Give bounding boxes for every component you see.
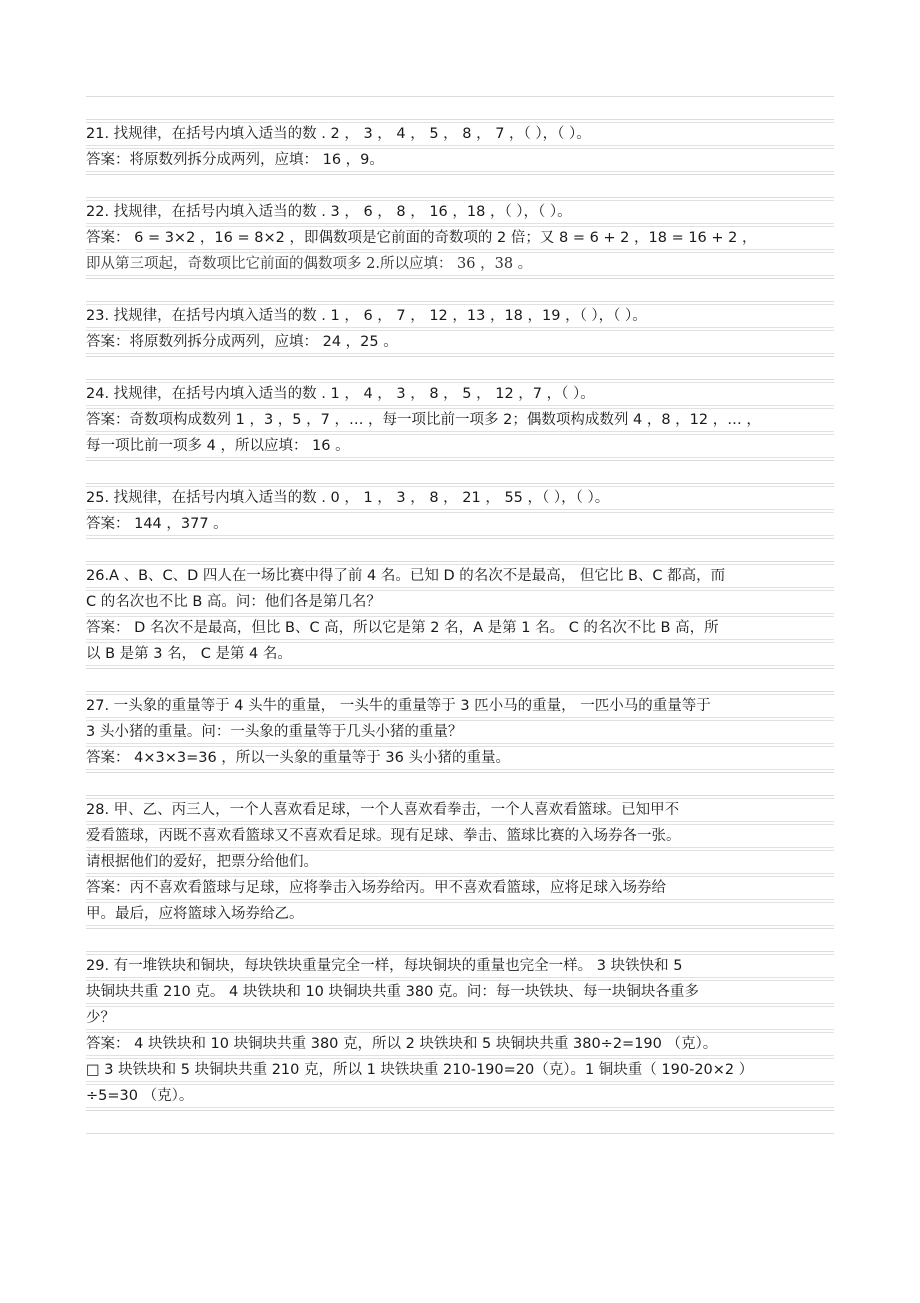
question-line: 22. 找规律，在括号内填入适当的数 . 3 ， 6 ， 8 ， 16 ，18 ，（ ），（ ）。 bbox=[86, 200, 834, 224]
blank-row bbox=[86, 96, 834, 120]
problem-block bbox=[86, 382, 834, 458]
problem-block bbox=[86, 200, 834, 276]
blank-row bbox=[86, 668, 834, 692]
answer-line: 答案：将原数列拆分成两列，应填： 16 ，9。 bbox=[86, 148, 834, 172]
problem-block bbox=[86, 122, 834, 172]
question-line: 28. 甲、乙、丙三人，一个人喜欢看足球，一个人喜欢看拳击，一个人喜欢看篮球。已知甲不 bbox=[86, 798, 834, 822]
blank-row bbox=[86, 538, 834, 562]
answer-line: 每一项比前一项多 4 ，所以应填： 16 。 bbox=[86, 434, 834, 458]
answer-line: 甲。最后，应将篮球入场券给乙。 bbox=[86, 902, 834, 926]
answer-line: 答案： 144 ，377 。 bbox=[86, 512, 834, 536]
answer-line: 答案： 6 = 3×2 ，16 = 8×2 ，即偶数项是它前面的奇数项的 2 倍；又 8 = 6 + 2 ，18 = 16 + 2 ， bbox=[86, 226, 834, 250]
answer-line: 答案：奇数项构成数列 1 ，3 ，5 ，7 ，… ，每一项比前一项多 2；偶数项构成数列 4 ，8 ，12 ，… ， bbox=[86, 408, 834, 432]
answer-line: □ 3 块铁块和 5 块铜块共重 210 克，所以 1 块铁块重 210-190=20（克）。1 铜块重（ 190-20×2 ） bbox=[86, 1058, 834, 1082]
question-line: C 的名次也不比 B 高。问：他们各是第几名？ bbox=[86, 590, 834, 614]
blank-row bbox=[86, 1110, 834, 1134]
blank-row bbox=[86, 928, 834, 952]
question-line: 3 头小猪的重量。问：一头象的重量等于几头小猪的重量？ bbox=[86, 720, 834, 744]
blank-row bbox=[86, 174, 834, 198]
question-line: 块铜块共重 210 克。 4 块铁块和 10 块铜块共重 380 克。问：每一块铁块、每一块铜块各重多 bbox=[86, 980, 834, 1004]
answer-line: 即从第三项起，奇数项比它前面的偶数项多 2.所以应填： 36 ，38 。 bbox=[86, 252, 834, 276]
question-line: 21. 找规律，在括号内填入适当的数 . 2 ， 3 ， 4 ， 5 ， 8 ， 7 ，（ ），（ ）。 bbox=[86, 122, 834, 146]
blank-row bbox=[86, 772, 834, 796]
problem-block bbox=[86, 798, 834, 926]
question-line: 26.A 、B、C、D 四人在一场比赛中得了前 4 名。已知 D 的名次不是最高， 但它比 B、C 都高，而 bbox=[86, 564, 834, 588]
answer-line: 答案： D 名次不是最高，但比 B、C 高，所以它是第 2 名，A 是第 1 名。 C 的名次不比 B 高，所 bbox=[86, 616, 834, 640]
problem-block bbox=[86, 486, 834, 536]
question-line: 27. 一头象的重量等于 4 头牛的重量， 一头牛的重量等于 3 匹小马的重量， 一匹小马的重量等于 bbox=[86, 694, 834, 718]
document-body bbox=[86, 96, 834, 1136]
answer-line: 答案： 4×3×3=36 ，所以一头象的重量等于 36 头小猪的重量。 bbox=[86, 746, 834, 770]
question-line: 25. 找规律，在括号内填入适当的数 . 0 ， 1 ， 3 ， 8 ， 21 ， 55 ，（ ），（ ）。 bbox=[86, 486, 834, 510]
answer-line: ÷5=30 （克）。 bbox=[86, 1084, 834, 1108]
answer-line: 以 B 是第 3 名， C 是第 4 名。 bbox=[86, 642, 834, 666]
question-line: 少？ bbox=[86, 1006, 834, 1030]
problem-block bbox=[86, 694, 834, 770]
blank-row bbox=[86, 460, 834, 484]
blank-row bbox=[86, 278, 834, 302]
answer-line: 答案： 4 块铁块和 10 块铜块共重 380 克，所以 2 块铁块和 5 块铜块共重 380÷2=190 （克）。 bbox=[86, 1032, 834, 1056]
question-line: 请根据他们的爱好，把票分给他们。 bbox=[86, 850, 834, 874]
question-line: 爱看篮球，丙既不喜欢看篮球又不喜欢看足球。现有足球、拳击、篮球比赛的入场券各一张。 bbox=[86, 824, 834, 848]
question-line: 24. 找规律，在括号内填入适当的数 . 1 ， 4 ， 3 ， 8 ， 5 ， 12 ，7 ，（ ）。 bbox=[86, 382, 834, 406]
problem-block bbox=[86, 954, 834, 1108]
question-line: 29. 有一堆铁块和铜块，每块铁块重量完全一样，每块铜块的重量也完全一样。 3 块铁快和 5 bbox=[86, 954, 834, 978]
question-line: 23. 找规律，在括号内填入适当的数 . 1 ， 6 ， 7 ， 12 ，13 ，18 ，19 ，（ ），（ ）。 bbox=[86, 304, 834, 328]
blank-row bbox=[86, 356, 834, 380]
problem-block bbox=[86, 564, 834, 666]
answer-line: 答案：将原数列拆分成两列，应填： 24 ，25 。 bbox=[86, 330, 834, 354]
answer-line: 答案：丙不喜欢看篮球与足球，应将拳击入场券给丙。甲不喜欢看篮球，应将足球入场券给 bbox=[86, 876, 834, 900]
problem-block bbox=[86, 304, 834, 354]
